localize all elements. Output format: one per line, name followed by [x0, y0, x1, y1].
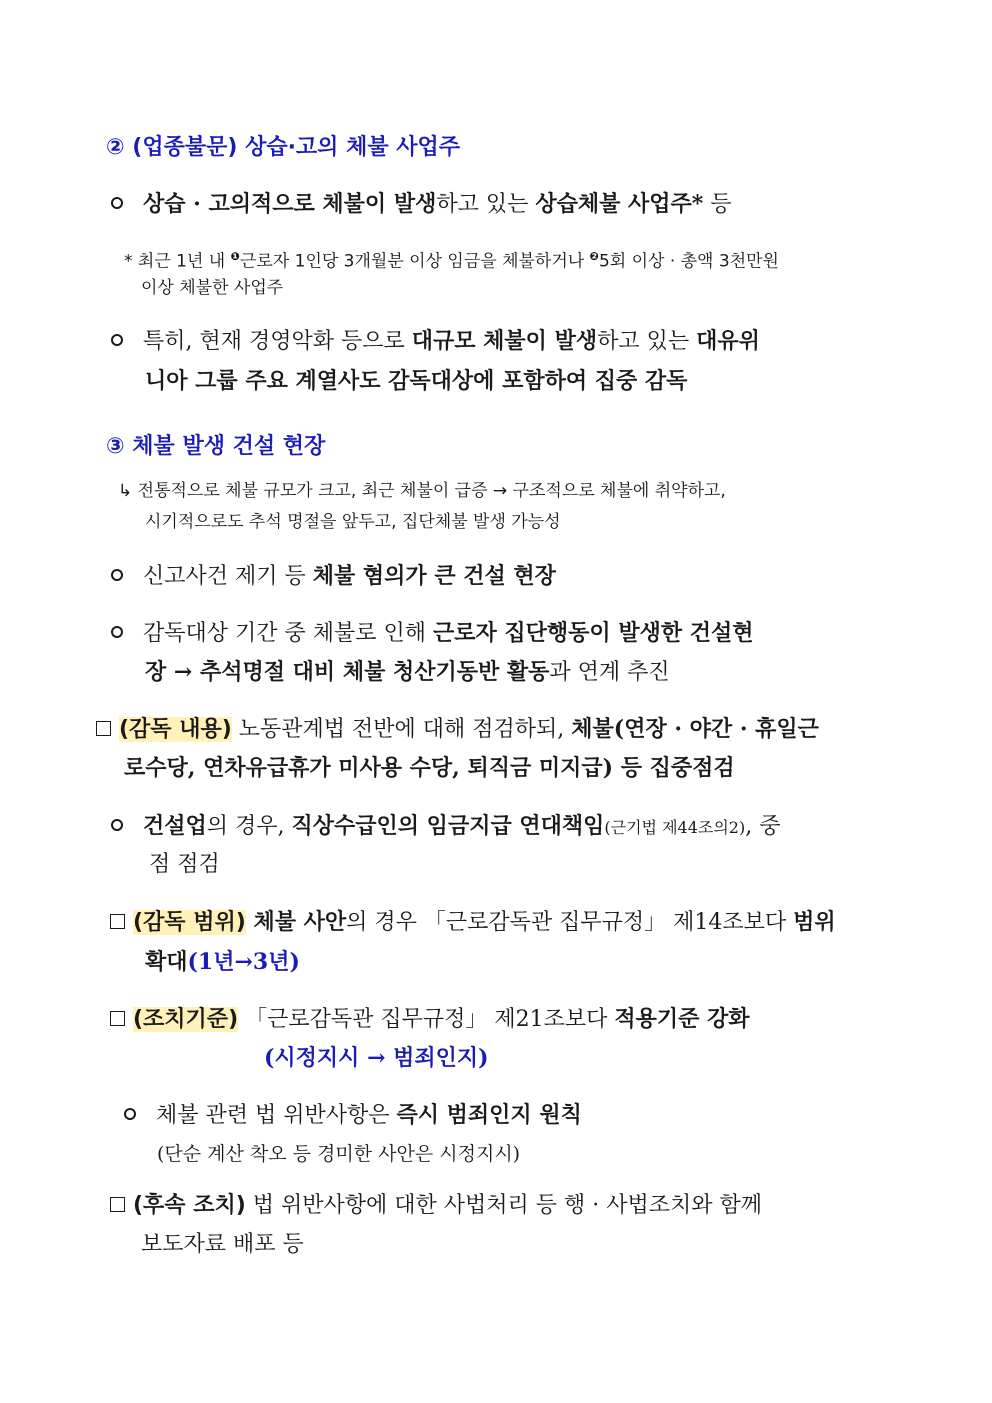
emph: 장 → 추석명절 대비 체불 청산기동반 활동 [145, 659, 550, 685]
content-line-1 [96, 714, 819, 745]
emph: 로수당, 연차유급휴가 미사용 수당, 퇴직금 미지급) 등 집중점검 [124, 755, 735, 781]
number-2-icon: ❷ [589, 250, 599, 263]
content-bullet-line-1 [111, 811, 780, 843]
criteria-bullet-note: (단순 계산 착오 등 경미한 사안은 시정지시) [157, 1143, 521, 1165]
emph: 건설업 [143, 813, 207, 839]
text: 5회 이상 · 총액 3천만원 [598, 251, 779, 272]
emph: 대규모 체불이 발생 [411, 328, 598, 354]
square-bullet-icon [110, 1197, 125, 1212]
scope-line-1 [110, 907, 836, 938]
text: 근로자 1인당 3개월분 이상 임금을 체불하거나 [239, 251, 590, 272]
emph: 확대 [145, 949, 188, 975]
circle-bullet-icon [111, 197, 123, 209]
content-bullet-line-2: 점 점검 [149, 852, 220, 877]
section-3-title: ③ 체불 발생 건설 현장 [106, 434, 326, 459]
square-bullet-icon [110, 1011, 125, 1026]
sec3-bullet-1 [111, 561, 556, 592]
sec2-bullet-1 [111, 189, 732, 220]
criteria-line-1 [110, 1004, 750, 1035]
text: 의 경우 「근로감독관 집무규정」 제14조보다 [346, 910, 794, 935]
criteria-label: (조치기준) [133, 1007, 239, 1032]
square-bullet-icon [110, 914, 125, 929]
emph: 상습체불 사업주* [535, 191, 704, 217]
sec3-arrow-line-1: ↳ 전통적으로 체불 규모가 크고, 최근 체불이 급증 → 구조적으로 체불에 취약하고, [118, 481, 726, 501]
section-2-title: ② (업종불문) 상습·고의 체불 사업주 [106, 135, 461, 160]
circle-bullet-icon [111, 569, 123, 581]
followup-label: (후속 조치) [133, 1193, 246, 1218]
text: 특히, 현재 경영악화 등으로 [143, 329, 412, 354]
text: 과 연계 추진 [549, 660, 670, 685]
emph: 체불 혐의가 큰 건설 현장 [312, 563, 556, 589]
text: 체불 관련 법 위반사항은 [156, 1103, 397, 1128]
text: 등 [703, 192, 732, 217]
number-1-icon: ❶ [230, 250, 240, 263]
content-label: (감독 내용) [119, 717, 232, 742]
sec2-bullet-2-line-1 [111, 326, 760, 357]
emph: 범위 [793, 909, 836, 935]
emph: 체불 사안 [245, 909, 347, 935]
followup-line-1 [110, 1191, 762, 1221]
text: , 중 [745, 814, 781, 839]
text: 하고 있는 [436, 192, 536, 217]
text: 감독대상 기간 중 체불로 인해 [143, 621, 433, 646]
followup-line-2: 보도자료 배포 등 [141, 1232, 304, 1257]
text: 신고사건 제기 등 [143, 564, 313, 589]
emph: 체불(연장 · 야간 · 휴일근 [571, 716, 819, 742]
sec2-bullet-2-line-2 [145, 366, 687, 397]
sec2-footnote-line-2: 이상 체불한 사업주 [141, 278, 284, 298]
sec2-footnote-line-1 [124, 244, 779, 275]
circle-bullet-icon [124, 1108, 136, 1120]
text: 의 경우, [206, 814, 292, 839]
emph: 근로자 집단행동이 발생한 건설현 [433, 620, 754, 646]
sec3-bullet-2-line-1 [111, 618, 754, 649]
emph: 니아 그룹 주요 계열사도 감독대상에 포함하여 집중 감독 [145, 368, 688, 394]
scope-period: (1년→3년) [187, 949, 300, 975]
square-bullet-icon [96, 721, 111, 736]
sec3-bullet-2-line-2 [145, 657, 670, 688]
law-reference: (근기법 제44조의2) [604, 818, 746, 837]
sec3-arrow-line-2: 시기적으로도 추석 명절을 앞두고, 집단체불 발생 가능성 [145, 512, 561, 532]
criteria-bullet [124, 1100, 582, 1131]
text: 하고 있는 [597, 329, 697, 354]
emph: 즉시 범죄인지 원칙 [396, 1102, 582, 1128]
text: * 최근 1년 내 [124, 251, 231, 272]
criteria-line-2 [264, 1043, 489, 1074]
scope-line-2 [145, 947, 300, 978]
content-line-2 [124, 753, 735, 784]
circle-bullet-icon [111, 626, 123, 638]
emph: 대유위 [696, 328, 760, 354]
circle-bullet-icon [111, 819, 123, 831]
emph: 적용기준 강화 [614, 1006, 750, 1032]
text: 법 위반사항에 대한 사법처리 등 행 · 사법조치와 함께 [245, 1193, 763, 1218]
emph: 직상수급인의 임금지급 연대책임 [291, 813, 605, 839]
scope-label: (감독 범위) [133, 910, 246, 935]
criteria-change: (시정지시 → 범죄인지) [264, 1045, 489, 1071]
text: 「근로감독관 집무규정」 제21조보다 [238, 1007, 615, 1032]
emph: 상습 · 고의적으로 체불이 발생 [143, 191, 437, 217]
circle-bullet-icon [111, 334, 123, 346]
text: 노동관계법 전반에 대해 점검하되, [231, 717, 572, 742]
